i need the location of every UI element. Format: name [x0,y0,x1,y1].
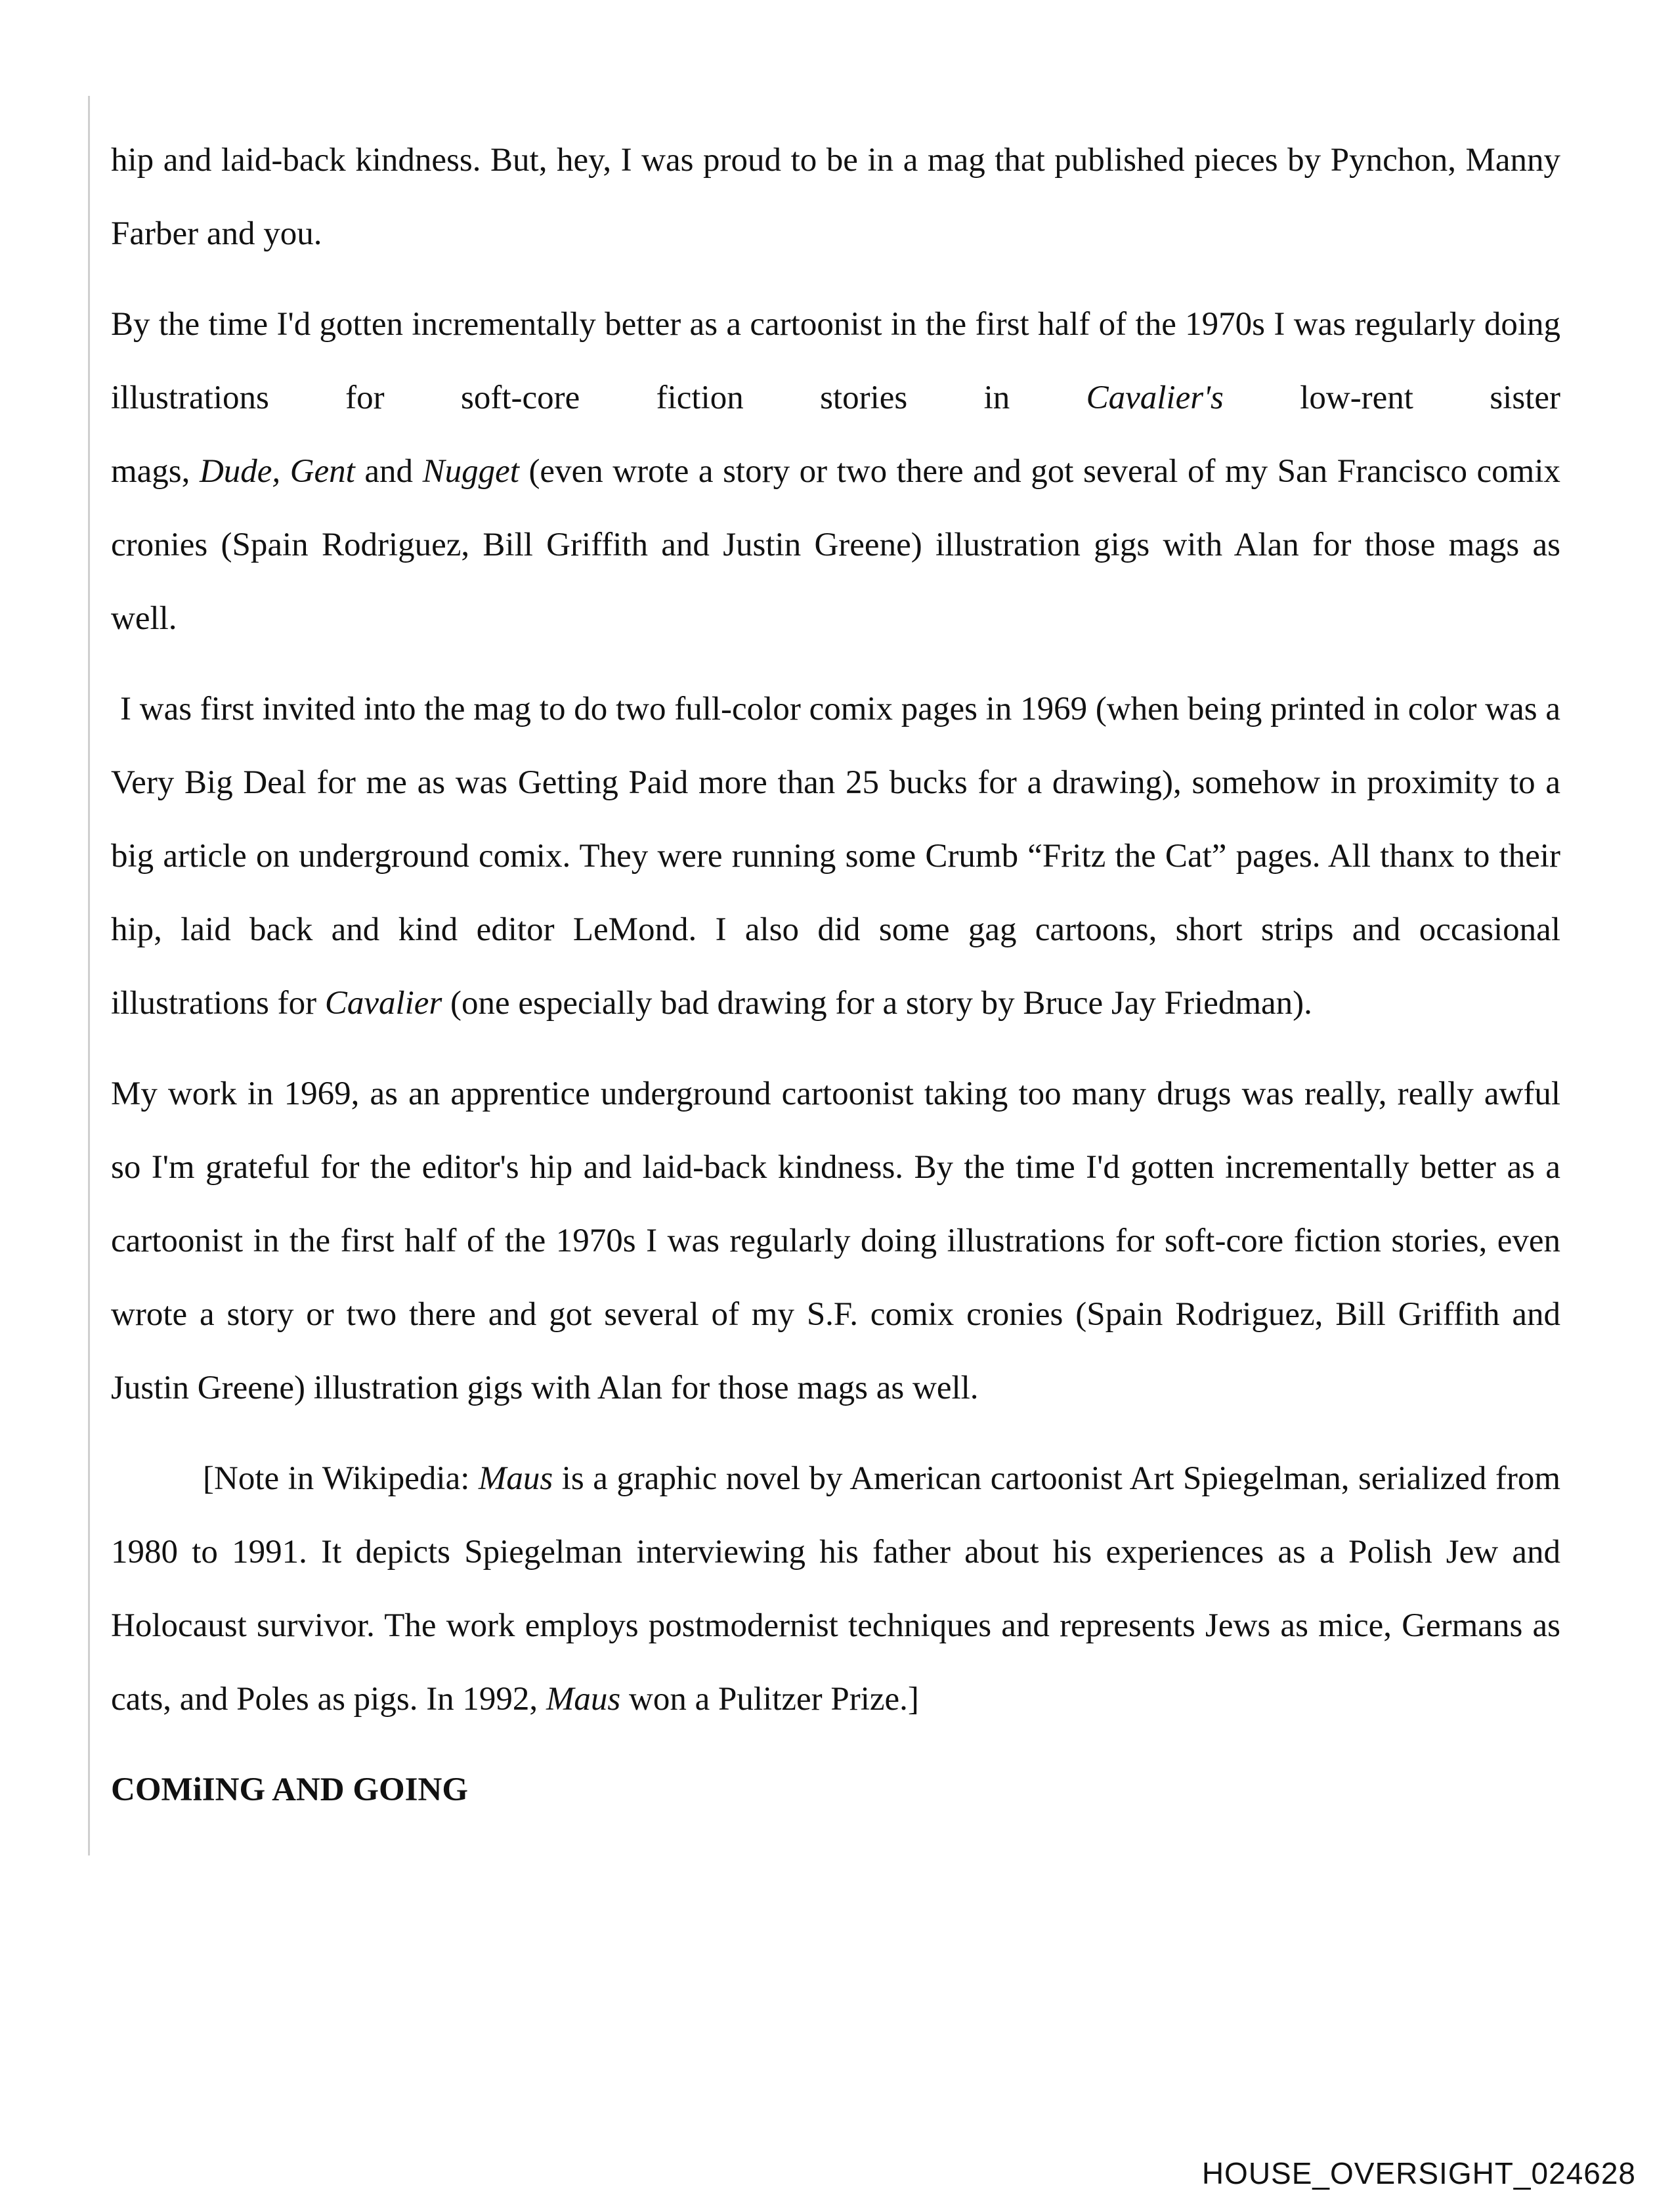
paragraph-5-text-a: [Note in Wikipedia: [203,1460,479,1497]
paragraph-3-italic-cavalier: Cavalier [324,985,442,1022]
paragraph-2-text-c: low-rent sister [1223,380,1560,416]
paragraph-5-text-e: won a Pulitzer Prize.] [620,1681,919,1718]
document-body [111,123,1560,1827]
margin-rule [88,96,90,1855]
paragraph-3-text-c: (one especially bad drawing for a story by Bruce Jay Friedman). [442,985,1312,1022]
paragraph-2-text-d: mags, [111,453,200,490]
paragraph-5-wikipedia-note [111,1442,1560,1736]
paragraph-4: My work in 1969, as an apprentice underground cartoonist taking too many drugs was really, really awful so I'm grateful for the editor's hip and laid-back kindness. By the time I'd gotten incrementally better as a cartoonist in the first half of the 1970s I was regularly doing illustrations for soft-core fiction stories, even wrote a story or two there and got several of my S.F. comix cronies (Spain Rodriguez, Bill Griffith and Justin Greene) illustration gigs with Alan for those mags as well. [111,1075,1560,1406]
bates-footer-id: HOUSE_OVERSIGHT_024628 [1201,2156,1636,2190]
paragraph-3-text-a: I was first invited into the mag to do two full-color comix pages in 1969 (when being printed in color was a Very Big Deal for me as was Getting Paid more than 25 bucks for a drawing), somehow in proximity to a big article on underground comix. They were running some Crumb “Fritz the Cat” pages. All thanx to their hip, laid back and kind editor LeMond. I also did some gag cartoons, short strips and occasional illustrations for [111,691,1560,1022]
paragraph-2-text-a: By the time I'd gotten incrementally better as a cartoonist in the first half of the 1970s I was regularly doing illustrations for soft-core fiction stories in [111,306,1560,416]
paragraph-2-first-lines [111,288,1560,435]
paragraph-3 [111,672,1560,1040]
paragraph-5-italic-maus-1: Maus [478,1460,553,1497]
paragraph-2-italic-dude-gent: Dude, Gent [199,453,355,490]
section-heading: COMiING AND GOING [111,1771,469,1808]
paragraph-1: hip and laid-back kindness. But, hey, I was proud to be in a mag that published pieces by Pynchon, Manny Farber and you. [111,142,1560,252]
paragraph-2-text-f: and [354,453,423,490]
paragraph-2-text-h: (even wrote a story or two there and got several of my San Francisco comix cronies (Spain Rodriguez, Bill Griffith and Justin Greene) illustration gigs with Alan for those mags as well. [111,453,1561,637]
paragraph-2-italic-nugget: Nugget [422,453,519,490]
paragraph-5-text-c: is a graphic novel by American cartoonist Art Spiegelman, serialized from 1980 to 1991. It depicts Spiegelman interviewing his father about his experiences as a Polish Jew and Holocaust survivor. The work employs postmodernist techniques and represents Jews as mice, Germans as cats, and Poles as pigs. In 1992, [111,1460,1560,1718]
paragraph-5-italic-maus-2: Maus [546,1681,621,1718]
paragraph-2-italic-cavaliers: Cavalier's [1086,380,1224,416]
paragraph-2-rest [111,435,1560,655]
